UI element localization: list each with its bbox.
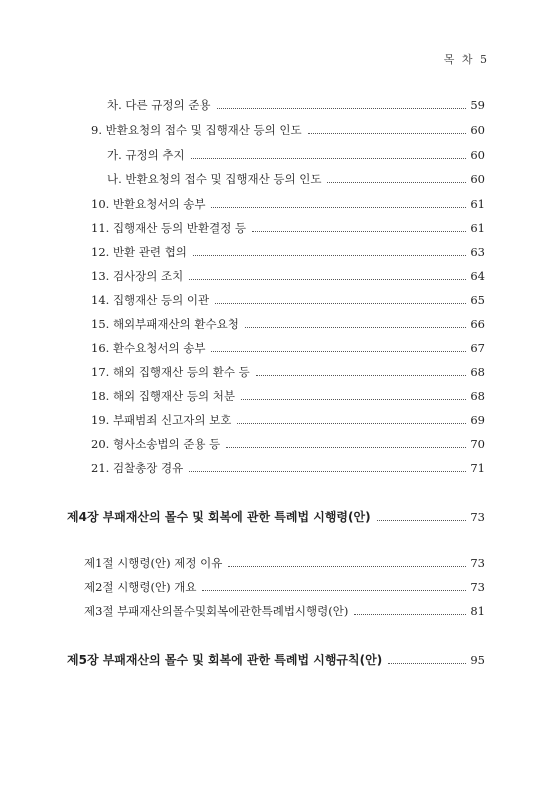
dot-leader: [388, 663, 466, 664]
toc-entry-page: 69: [470, 413, 485, 427]
toc-entry-page: 67: [470, 341, 485, 355]
toc-entry[interactable]: [91, 244, 485, 264]
toc-entry-label: 10. 반환요청서의 송부: [91, 197, 206, 211]
toc-entry-label: 15. 해외부패재산의 환수요청: [91, 317, 239, 331]
dot-leader: [308, 133, 467, 134]
toc-entry[interactable]: [91, 436, 485, 456]
toc-chapter-entry[interactable]: [67, 651, 485, 671]
dot-leader: [377, 520, 467, 521]
dot-leader: [215, 303, 466, 304]
toc-entry-page: 66: [470, 317, 485, 331]
toc-entry[interactable]: [91, 388, 485, 408]
toc-entry-page: 61: [470, 197, 485, 211]
toc-chapter-page: 95: [470, 653, 485, 667]
toc-section-label: 제2절 시행령(안) 개요: [84, 580, 197, 594]
toc-entry[interactable]: [91, 460, 485, 480]
toc-entry[interactable]: [91, 122, 485, 142]
dot-leader: [211, 351, 466, 352]
toc-entry-label: 차. 다른 규정의 준용: [107, 98, 211, 112]
dot-leader: [202, 590, 466, 591]
dot-leader: [189, 279, 466, 280]
toc-entry-page: 63: [470, 245, 485, 259]
toc-entry-page: 64: [470, 269, 485, 283]
toc-entry-page: 60: [470, 172, 485, 186]
toc-chapter-entry[interactable]: [67, 508, 485, 528]
toc-chapter-page: 73: [470, 510, 485, 524]
toc-entry[interactable]: [91, 196, 485, 216]
dot-leader: [189, 471, 466, 472]
toc-section-entry[interactable]: [84, 555, 485, 575]
toc-section-entry[interactable]: [84, 603, 485, 623]
toc-entry[interactable]: [107, 97, 485, 117]
dot-leader: [252, 231, 466, 232]
dot-leader: [237, 423, 466, 424]
toc-entry-label: 12. 반환 관련 협의: [91, 245, 187, 259]
toc-entry-page: 68: [470, 389, 485, 403]
toc-entry[interactable]: [91, 340, 485, 360]
toc-entry-label: 16. 환수요청서의 송부: [91, 341, 206, 355]
toc-entry-label: 20. 형사소송법의 준용 등: [91, 437, 221, 451]
toc-entry-label: 17. 해외 집행재산 등의 환수 등: [91, 365, 250, 379]
dot-leader: [241, 399, 466, 400]
toc-section-page: 81: [470, 604, 485, 618]
toc-entry-label: 가. 규정의 추지: [107, 148, 185, 162]
toc-entry[interactable]: [91, 292, 485, 312]
toc-section-page: 73: [470, 556, 485, 570]
toc-entry-page: 68: [470, 365, 485, 379]
toc-entry-page: 60: [470, 148, 485, 162]
toc-entry-page: 61: [470, 221, 485, 235]
dot-leader: [256, 375, 467, 376]
toc-entry-page: 65: [470, 293, 485, 307]
toc-chapter-label: 제5장 부패재산의 몰수 및 회복에 관한 특례법 시행규칙(안): [67, 653, 383, 667]
toc-entry[interactable]: [91, 412, 485, 432]
dot-leader: [228, 566, 466, 567]
toc-entry-page: 71: [470, 461, 485, 475]
dot-leader: [327, 182, 466, 183]
toc-entry[interactable]: [91, 364, 485, 384]
dot-leader: [191, 158, 467, 159]
dot-leader: [193, 255, 466, 256]
dot-leader: [211, 207, 466, 208]
dot-leader: [354, 614, 466, 615]
toc-entry-label: 21. 검찰총장 경유: [91, 461, 184, 475]
toc-section-label: 제1절 시행령(안) 제정 이유: [84, 556, 223, 570]
toc-entry[interactable]: [91, 316, 485, 336]
toc-chapter-label: 제4장 부패재산의 몰수 및 회복에 관한 특례법 시행령(안): [67, 510, 371, 524]
dot-leader: [217, 108, 467, 109]
toc-entry[interactable]: [107, 147, 485, 167]
toc-entry-page: 70: [470, 437, 485, 451]
dot-leader: [226, 447, 466, 448]
toc-section-page: 73: [470, 580, 485, 594]
running-header: 목 차 5: [443, 53, 489, 66]
toc-entry-label: 18. 해외 집행재산 등의 처분: [91, 389, 235, 403]
toc-section-label: 제3절 부패재산의몰수및회복에관한특례법시행령(안): [84, 604, 349, 618]
dot-leader: [245, 327, 467, 328]
toc-entry-label: 13. 검사장의 조치: [91, 269, 184, 283]
toc-entry[interactable]: [91, 268, 485, 288]
toc-entry[interactable]: [107, 171, 485, 191]
toc-entry-label: 나. 반환요청의 접수 및 집행재산 등의 인도: [107, 172, 322, 186]
toc-entry-label: 11. 집행재산 등의 반환결정 등: [91, 221, 247, 235]
toc-entry-label: 19. 부패범죄 신고자의 보호: [91, 413, 232, 427]
toc-entry-page: 59: [470, 98, 485, 112]
toc-entry[interactable]: [91, 220, 485, 240]
toc-section-entry[interactable]: [84, 579, 485, 599]
toc-entry-page: 60: [470, 123, 485, 137]
toc-entry-label: 9. 반환요청의 접수 및 집행재산 등의 인도: [91, 123, 302, 137]
toc-entry-label: 14. 집행재산 등의 이관: [91, 293, 210, 307]
